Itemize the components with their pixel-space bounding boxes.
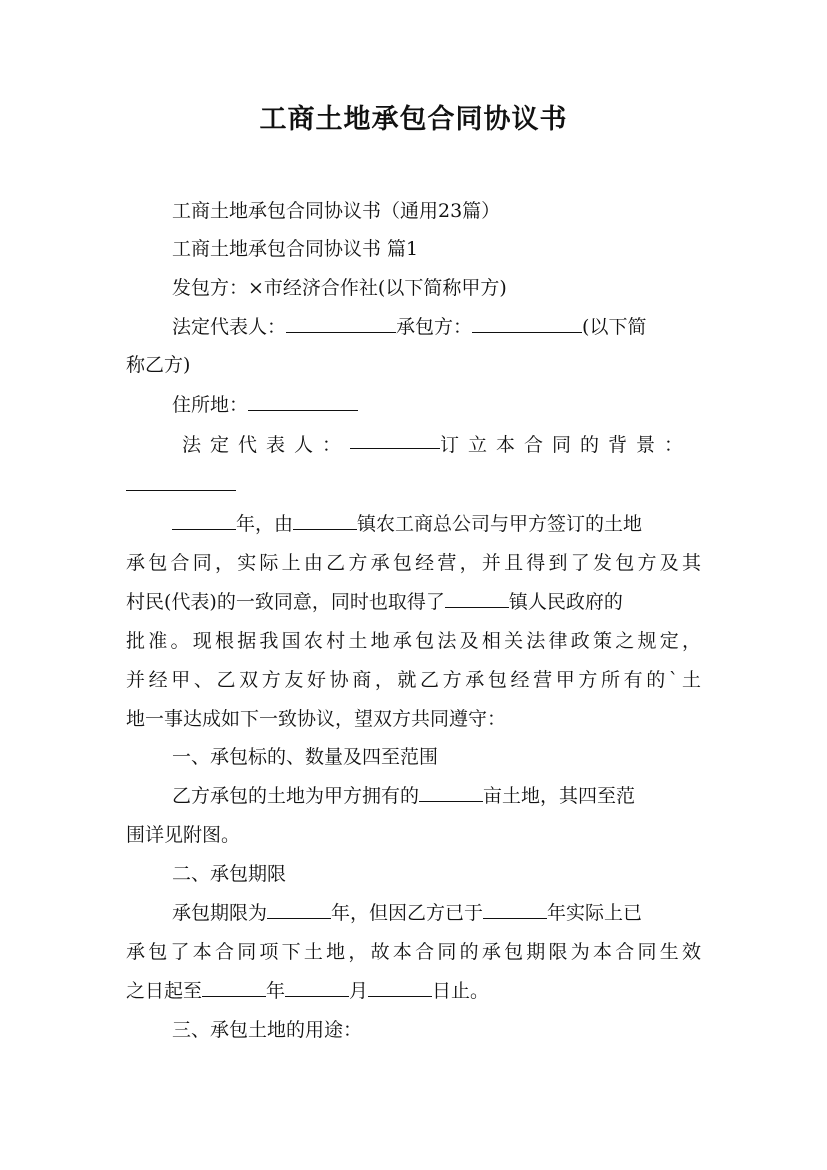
paragraph-text: 之日起至: [126, 980, 203, 1002]
paragraph-line: 地一事达成如下一致协议，望双方共同遵守：: [126, 708, 507, 730]
contractor-line: 发包方：×市经济合作社(以下简称甲方): [172, 277, 507, 299]
subtitle-line: 工商土地承包合同协议书（通用23篇）: [172, 200, 501, 222]
address-label: 住所地：: [172, 394, 249, 416]
paragraph-line: [172, 781, 702, 811]
paragraph-text: 乙方承包的土地为甲方拥有的: [172, 785, 420, 807]
paragraph-text: 日止。: [432, 980, 490, 1002]
representative-line: [172, 312, 702, 342]
abbrev-continuation: 称乙方): [126, 354, 191, 376]
fill-blank[interactable]: [419, 783, 483, 802]
paragraph-line: 承包合同，实际上由乙方承包经营，并且得到了发包方及其: [126, 552, 701, 574]
document-title: 工商土地承包合同协议书: [259, 104, 568, 135]
fill-blank[interactable]: [172, 511, 236, 530]
paragraph-text: 承包期限为: [172, 902, 268, 924]
section-heading: 二、承包期限: [172, 863, 287, 885]
fill-blank[interactable]: [202, 978, 266, 997]
paragraph-line: [126, 976, 701, 1006]
representative-label: 法定代表人：: [172, 316, 287, 338]
paragraph-text: 年: [266, 980, 286, 1002]
chapter-heading: 工商土地承包合同协议书 篇1: [172, 238, 419, 260]
paragraph-line: 批准。现根据我国农村土地承包法及相关法律政策之规定，: [126, 630, 701, 652]
paragraph-line: 围详见附图。: [126, 824, 241, 846]
paragraph-line: [172, 509, 702, 539]
section-heading: 三、承包土地的用途：: [172, 1019, 363, 1041]
fill-blank[interactable]: [267, 900, 331, 919]
paragraph-line: [126, 587, 701, 617]
fill-blank[interactable]: [483, 900, 547, 919]
paragraph-line: 并经甲、乙双方友好协商，就乙方承包经营甲方所有的`土: [126, 669, 701, 691]
fill-blank[interactable]: [445, 589, 509, 608]
paragraph-line: 承包了本合同项下土地，故本合同的承包期限为本合同生效: [126, 941, 701, 963]
fill-blank[interactable]: [126, 472, 236, 491]
paragraph-text: 月: [349, 980, 369, 1002]
contractee-label: 承包方：: [396, 316, 473, 338]
paragraph-text: 亩土地，其四至范: [483, 785, 636, 807]
fill-blank[interactable]: [293, 511, 357, 530]
abbrev-text: (以下简: [582, 316, 647, 338]
fill-blank[interactable]: [368, 978, 432, 997]
paragraph-text: 镇人民政府的: [508, 591, 623, 613]
background-label: 订立本合同的背景：: [439, 434, 692, 456]
paragraph-line: [172, 898, 702, 928]
background-line: [182, 430, 692, 460]
fill-blank[interactable]: [350, 430, 440, 449]
paragraph-text: 年实际上已: [547, 902, 643, 924]
paragraph-text: 年，由: [236, 513, 294, 535]
section-heading: 一、承包标的、数量及四至范围: [172, 746, 439, 768]
background-blank-line: [126, 470, 701, 500]
fill-blank[interactable]: [248, 392, 358, 411]
paragraph-text: 年，但因乙方已于: [331, 902, 484, 924]
fill-blank[interactable]: [286, 314, 396, 333]
paragraph-text: 镇农工商总公司与甲方签订的土地: [357, 513, 643, 535]
address-line: [172, 390, 702, 420]
fill-blank[interactable]: [472, 314, 582, 333]
paragraph-text: 村民(代表)的一致同意，同时也取得了: [126, 591, 445, 613]
fill-blank[interactable]: [285, 978, 349, 997]
representative-label-2: 法定代表人：: [182, 434, 351, 456]
